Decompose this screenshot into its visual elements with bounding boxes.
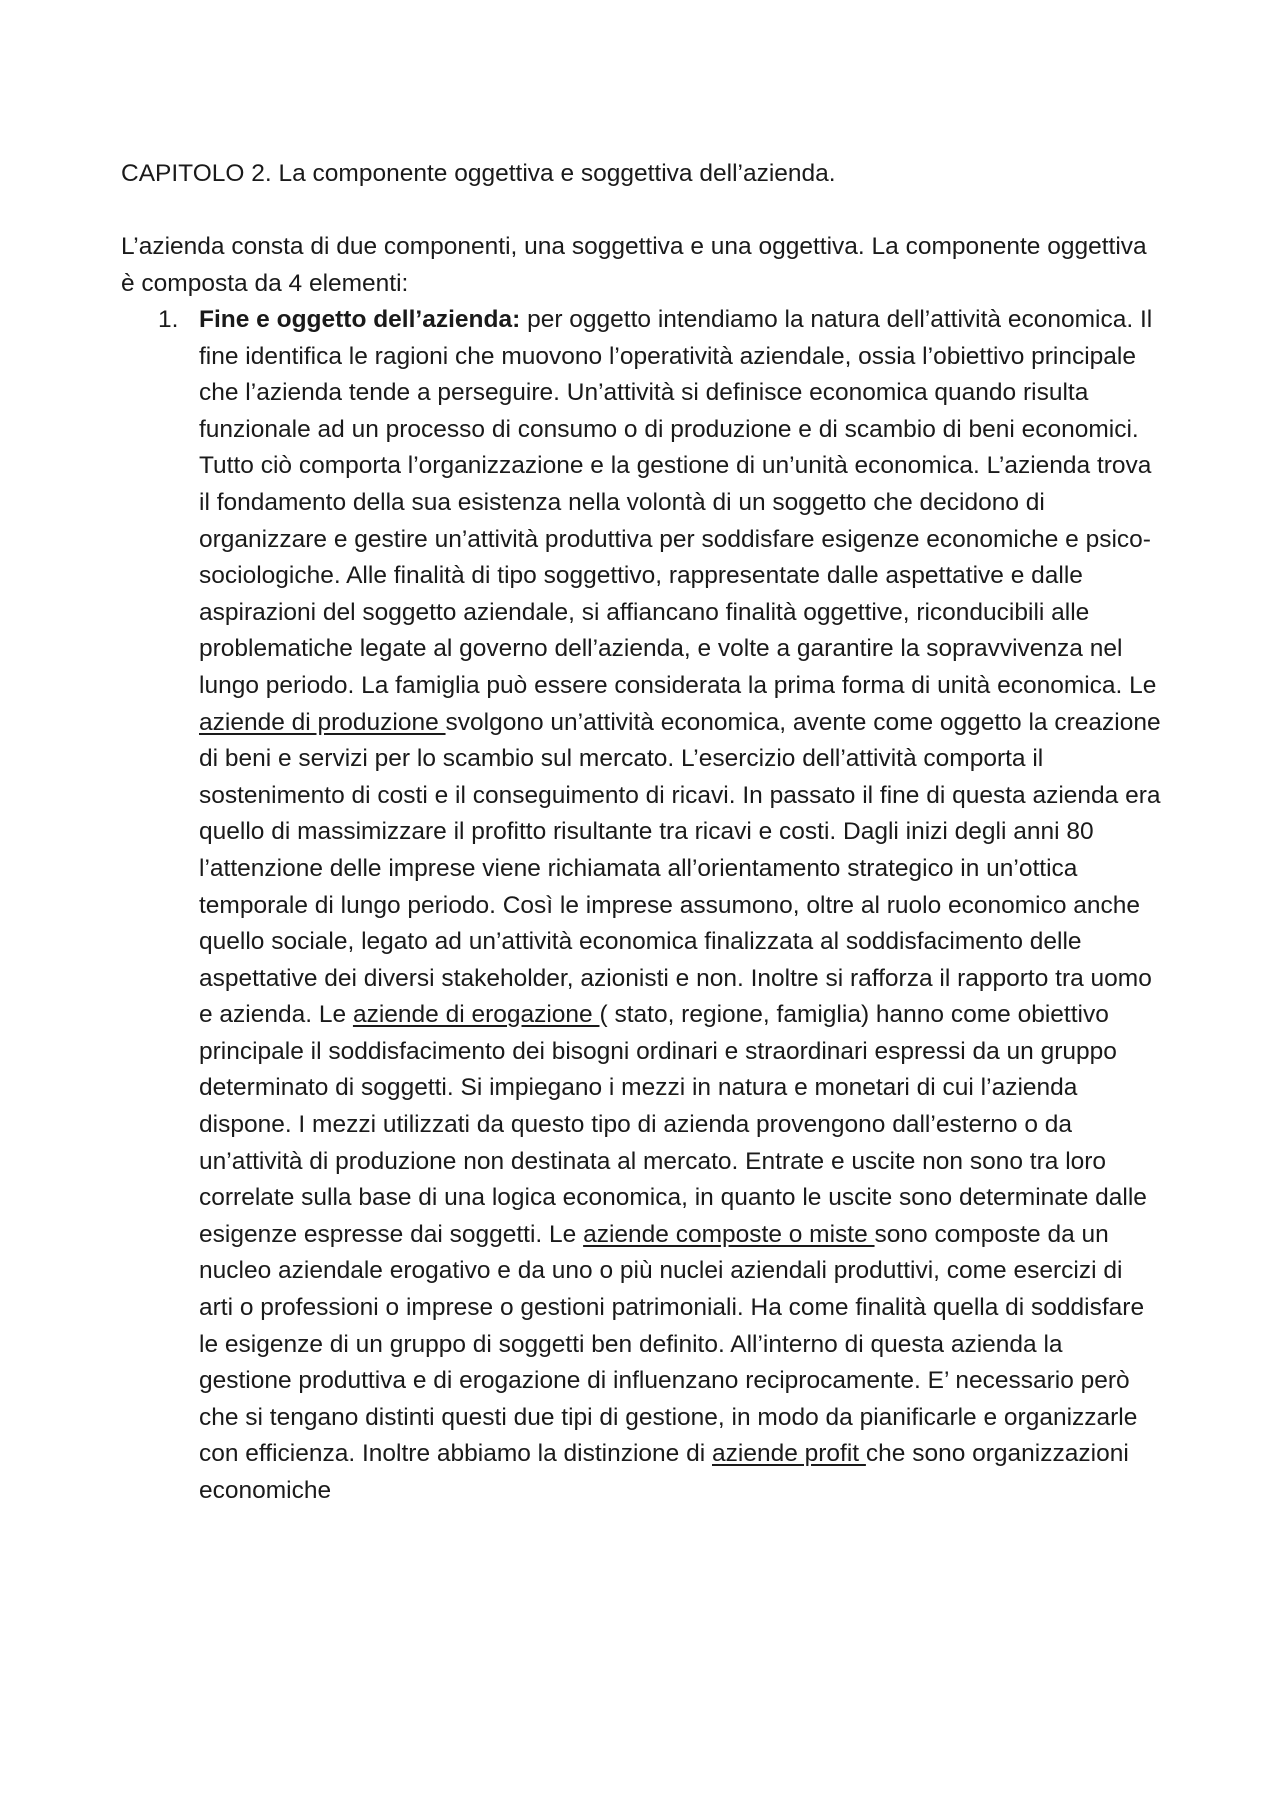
elements-list xyxy=(121,302,1161,1510)
term-aziende-profit: aziende profit xyxy=(712,1440,866,1468)
term-aziende-di-produzione: aziende di produzione xyxy=(199,708,446,736)
list-item-number: 1. xyxy=(158,306,179,333)
intro-paragraph: L’azienda consta di due componenti, una soggettiva e una oggettiva. La componente oggettiva è composta da 4 elementi: xyxy=(121,233,1147,297)
list-item-heading: Fine e oggetto dell’azienda: xyxy=(199,306,521,333)
list-item-text-2: svolgono un’attività economica, avente come oggetto la creazione di beni e servizi per lo scambio sul mercato. L’esercizio dell’attività comporta il sostenimento di costi e il conseguimento di ricavi. In passato il fine di questa azienda era quello di massimizzare il profitto risultante tra ricavi e costi. Dagli inizi degli anni 80 l’attenzione delle imprese viene richiamata all’orientamento strategico in un’ottica temporale di lungo periodo. Così le imprese assumono, oltre al ruolo economico anche quello sociale, legato ad un’attività economica finalizzata al soddisfacimento delle aspettative dei diversi stakeholder, azionisti e non. Inoltre si rafforza il rapporto tra uomo e azienda. Le xyxy=(199,708,1161,1029)
chapter-title: CAPITOLO 2. La componente oggettiva e soggettiva dell’azienda. xyxy=(121,160,836,187)
list-item xyxy=(121,302,1161,1510)
term-aziende-di-erogazione: aziende di erogazione xyxy=(352,1001,600,1029)
list-item-text-3: ( stato, regione, famiglia) hanno come obiettivo principale il soddisfacimento dei bisogni ordinari e straordinari espressi da un gruppo determinato di soggetti. Si impiegano i mezzi in natura e monetari di cui l’azienda dispone. I mezzi utilizzati da questo tipo di azienda provengono dall’esterno o da un’attività di produzione non destinata al mercato. Entrate e uscite non sono tra loro correlate sulla base di una logica economica, in quanto le uscite sono determinate dalle esigenze espresse dai soggetti. Le xyxy=(199,1001,1147,1248)
list-item-text-4: sono composte da un nucleo aziendale erogativo e da uno o più nuclei aziendali produttivi, come esercizi di arti o professioni o imprese o gestioni patrimoniali. Ha come finalità quella di soddisfare le esigenze di un gruppo di soggetti ben definito. All’interno di questa azienda la gestione produttiva e di erogazione di influenzano reciprocamente. E’ necessario però che si tengano distinti questi due tipi di gestione, in modo da pianificarle e organizzarle con efficienza. Inoltre abbiamo la distinzione di xyxy=(199,1220,1145,1468)
list-item-text-1: per oggetto intendiamo la natura dell’attività economica. Il fine identifica le ragioni che muovono l’operatività aziendale, ossia l’obiettivo principale che l’azienda tende a perseguire. Un’attività si definisce economica quando risulta funzionale ad un processo di consumo o di produzione e di scambio di beni economici. Tutto ciò comporta l’organizzazione e la gestione di un’unità economica. L’azienda trova il fondamento della sua esistenza nella volontà di un soggetto che decidono di organizzare e gestire un’attività produttiva per soddisfare esigenze economiche e psico-sociologiche. Alle finalità di tipo soggettivo, rappresentate dalle aspettative e dalle aspirazioni del soggetto aziendale, si affiancano finalità oggettive, riconducibili alle problematiche legate al governo dell’azienda, e volte a garantire la sopravvivenza nel lungo periodo. La famiglia può essere considerata la prima forma di unità economica. Le xyxy=(199,306,1157,699)
list-item-text-5: che sono organizzazioni economiche xyxy=(199,1440,1129,1504)
term-aziende-composte-o-miste: aziende composte o miste xyxy=(583,1220,875,1248)
